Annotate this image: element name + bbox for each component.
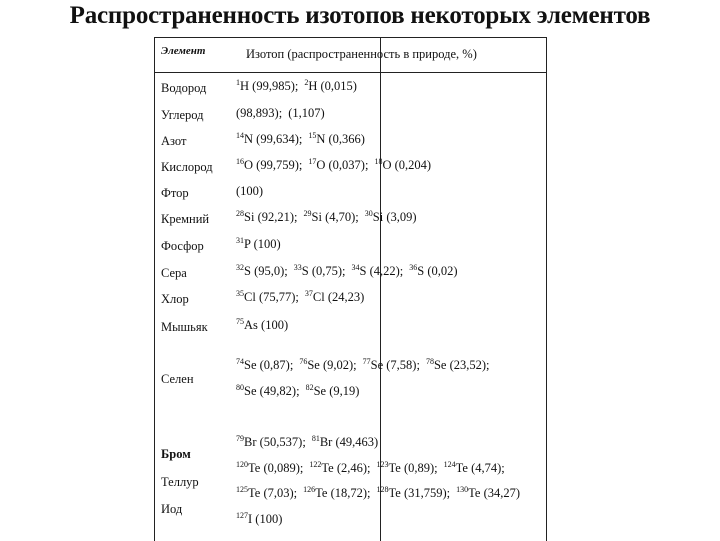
isotope-entry xyxy=(308,158,368,172)
abundance-value: (50,537); xyxy=(259,435,306,449)
isotope-symbol: Te xyxy=(388,461,404,475)
isotope-list xyxy=(236,184,269,199)
element-name: Сера xyxy=(161,266,187,280)
mass-number: 126 xyxy=(303,485,316,494)
element-name: Углерод xyxy=(161,108,204,122)
isotope-list xyxy=(236,132,371,147)
isotope-list xyxy=(236,358,496,373)
isotope-symbol: P xyxy=(244,237,254,251)
mass-number: 76 xyxy=(299,357,308,366)
mass-number: 81 xyxy=(311,434,320,443)
abundance-value: (0,015) xyxy=(320,79,357,93)
mass-number: 18 xyxy=(374,157,383,166)
isotope-symbol: Cl xyxy=(244,290,259,304)
isotope-symbol: O xyxy=(244,158,257,172)
isotope-entry xyxy=(236,184,263,198)
isotope-entry xyxy=(309,461,370,475)
abundance-value: (0,037); xyxy=(328,158,369,172)
mass-number: 77 xyxy=(362,357,371,366)
isotope-symbol: H xyxy=(308,79,321,93)
isotope-entry xyxy=(312,435,378,449)
isotope-entry xyxy=(365,210,417,224)
isotope-symbol: Cl xyxy=(312,290,328,304)
mass-number: 2 xyxy=(304,78,309,87)
abundance-value: (4,22); xyxy=(369,264,404,278)
abundance-value: (100) xyxy=(236,184,264,198)
isotope-entry xyxy=(236,512,282,526)
isotope-list xyxy=(236,237,287,252)
isotope-symbol: Si xyxy=(372,210,387,224)
isotope-symbol: N xyxy=(244,132,257,146)
isotope-entry xyxy=(304,79,357,93)
element-name: Мышьяк xyxy=(161,320,208,334)
isotope-symbol: Br xyxy=(319,435,336,449)
mass-number: 128 xyxy=(376,485,389,494)
isotope-symbol: Se xyxy=(313,384,330,398)
isotope-entry xyxy=(374,158,431,172)
isotope-entry xyxy=(236,79,298,93)
mass-number: 80 xyxy=(236,383,244,392)
mass-number: 35 xyxy=(236,289,244,298)
isotope-symbol: Te xyxy=(248,461,264,475)
isotope-entry xyxy=(377,461,438,475)
isotope-list xyxy=(236,79,363,94)
isotope-symbol: Se xyxy=(370,358,387,372)
abundance-value: (92,21); xyxy=(257,210,298,224)
isotope-entry xyxy=(236,210,298,224)
abundance-value: (0,89); xyxy=(403,461,438,475)
isotope-symbol: S xyxy=(417,264,428,278)
element-name: Бром xyxy=(161,447,191,461)
mass-number: 75 xyxy=(236,317,244,326)
mass-number: 130 xyxy=(456,485,469,494)
mass-number: 29 xyxy=(303,209,312,218)
isotope-entry xyxy=(352,264,404,278)
isotope-entry xyxy=(304,210,359,224)
abundance-value: (9,19) xyxy=(329,384,360,398)
isotope-list xyxy=(236,158,437,173)
abundance-value: (100) xyxy=(261,318,289,332)
mass-number: 1 xyxy=(236,78,240,87)
abundance-value: (7,03); xyxy=(263,486,298,500)
isotope-entry xyxy=(236,435,306,449)
isotope-symbol: Te xyxy=(468,486,484,500)
element-name: Азот xyxy=(161,134,187,148)
isotope-entry xyxy=(236,158,302,172)
isotope-entry xyxy=(236,264,288,278)
isotope-symbol: Te xyxy=(248,486,264,500)
element-name: Хлор xyxy=(161,292,189,306)
isotope-symbol: Te xyxy=(315,486,331,500)
isotope-list xyxy=(236,384,365,399)
isotope-list xyxy=(236,210,423,225)
isotope-entry xyxy=(236,384,300,398)
mass-number: 33 xyxy=(293,263,302,272)
isotope-entry xyxy=(426,358,490,372)
isotope-symbol: N xyxy=(316,132,329,146)
abundance-value: (0,87); xyxy=(259,358,294,372)
isotope-list xyxy=(236,512,288,527)
element-name: Селен xyxy=(161,372,194,386)
isotope-list xyxy=(236,290,370,305)
element-name: Кремний xyxy=(161,212,210,226)
isotope-entry xyxy=(236,132,302,146)
isotope-symbol: Si xyxy=(311,210,326,224)
abundance-value: (99,634); xyxy=(256,132,303,146)
element-name: Водород xyxy=(161,81,207,95)
isotope-symbol: O xyxy=(316,158,329,172)
isotope-entry xyxy=(363,358,420,372)
abundance-value: (100) xyxy=(255,512,283,526)
isotope-entry xyxy=(236,290,299,304)
isotope-list xyxy=(236,318,294,333)
abundance-value: (9,02); xyxy=(322,358,357,372)
isotope-list xyxy=(236,461,511,476)
mass-number: 17 xyxy=(308,157,317,166)
isotope-entry xyxy=(303,486,370,500)
mass-number: 123 xyxy=(376,460,389,469)
isotope-list xyxy=(236,435,384,450)
mass-number: 125 xyxy=(236,485,248,494)
abundance-value: (0,02) xyxy=(427,264,458,278)
mass-number: 16 xyxy=(236,157,244,166)
isotope-symbol: Br xyxy=(244,435,260,449)
abundance-value: (49,463) xyxy=(335,435,379,449)
abundance-value: (31,759); xyxy=(403,486,451,500)
abundance-value: (98,893); xyxy=(236,106,283,120)
isotope-symbol: Si xyxy=(244,210,258,224)
header-divider xyxy=(155,72,546,73)
isotope-entry xyxy=(294,264,346,278)
abundance-value: (100) xyxy=(253,237,281,251)
isotope-symbol: O xyxy=(382,158,395,172)
isotope-symbol: As xyxy=(244,318,262,332)
isotope-symbol: S xyxy=(244,264,255,278)
isotope-entry xyxy=(299,358,356,372)
isotope-list xyxy=(236,106,331,121)
mass-number: 32 xyxy=(236,263,244,272)
mass-number: 78 xyxy=(425,357,434,366)
abundance-value: (75,77); xyxy=(258,290,299,304)
element-name: Фосфор xyxy=(161,239,204,253)
isotope-entry xyxy=(456,486,520,500)
isotope-entry xyxy=(288,106,324,120)
isotope-symbol: Se xyxy=(244,384,260,398)
abundance-value: (0,366) xyxy=(328,132,365,146)
page-title: Распространенность изотопов некоторых элементов xyxy=(69,2,651,29)
isotope-symbol: Te xyxy=(321,461,337,475)
abundance-value: (23,52); xyxy=(449,358,490,372)
mass-number: 28 xyxy=(236,209,244,218)
isotope-entry xyxy=(236,237,281,251)
header-isotope: Изотоп (распространенность в природе, %) xyxy=(246,47,477,61)
mass-number: 82 xyxy=(305,383,314,392)
mass-number: 30 xyxy=(364,209,373,218)
isotope-table xyxy=(154,37,547,541)
abundance-value: (7,58); xyxy=(386,358,420,372)
header-element: Элемент xyxy=(161,45,206,57)
element-name: Иод xyxy=(161,502,183,516)
isotope-symbol: H xyxy=(240,79,253,93)
abundance-value: (95,0); xyxy=(254,264,288,278)
isotope-entry xyxy=(308,132,365,146)
abundance-value: (18,72); xyxy=(330,486,371,500)
abundance-value: (0,089); xyxy=(263,461,304,475)
abundance-value: (2,46); xyxy=(336,461,371,475)
isotope-symbol: Te xyxy=(388,486,404,500)
mass-number: 14 xyxy=(236,131,244,140)
isotope-list xyxy=(236,486,526,501)
abundance-value: (0,204) xyxy=(394,158,432,172)
isotope-entry xyxy=(236,358,293,372)
abundance-value: (4,74); xyxy=(471,461,505,475)
mass-number: 36 xyxy=(409,263,418,272)
isotope-symbol: I xyxy=(248,512,256,526)
abundance-value: (24,23) xyxy=(327,290,365,304)
isotope-entry xyxy=(305,290,364,304)
mass-number: 37 xyxy=(304,289,313,298)
mass-number: 34 xyxy=(351,263,360,272)
mass-number: 31 xyxy=(236,236,244,245)
abundance-value: (4,70); xyxy=(325,210,359,224)
element-name: Фтор xyxy=(161,186,189,200)
mass-number: 122 xyxy=(309,460,322,469)
mass-number: 127 xyxy=(236,511,248,520)
mass-number: 15 xyxy=(308,131,317,140)
isotope-entry xyxy=(377,486,451,500)
isotope-entry xyxy=(306,384,360,398)
mass-number: 74 xyxy=(236,357,244,366)
isotope-entry xyxy=(236,461,303,475)
element-name: Теллур xyxy=(161,475,199,489)
mass-number: 124 xyxy=(443,460,456,469)
isotope-symbol: Se xyxy=(307,358,323,372)
isotope-entry xyxy=(236,106,282,120)
isotope-entry xyxy=(409,264,457,278)
isotope-list xyxy=(236,264,464,279)
isotope-symbol: Se xyxy=(433,358,450,372)
abundance-value: (0,75); xyxy=(311,264,346,278)
abundance-value: (3,09) xyxy=(386,210,417,224)
mass-number: 120 xyxy=(236,460,248,469)
isotope-entry xyxy=(236,486,297,500)
isotope-symbol: Se xyxy=(244,358,260,372)
isotope-symbol: Te xyxy=(455,461,472,475)
mass-number: 79 xyxy=(236,434,244,443)
abundance-value: (34,27) xyxy=(483,486,521,500)
abundance-value: (49,82); xyxy=(259,384,300,398)
isotope-symbol: S xyxy=(301,264,312,278)
abundance-value: (99,985); xyxy=(252,79,299,93)
abundance-value: (99,759); xyxy=(256,158,303,172)
element-name: Кислород xyxy=(161,160,213,174)
isotope-symbol: S xyxy=(359,264,370,278)
isotope-entry xyxy=(236,318,288,332)
isotope-entry xyxy=(444,461,505,475)
abundance-value: (1,107) xyxy=(288,106,325,120)
